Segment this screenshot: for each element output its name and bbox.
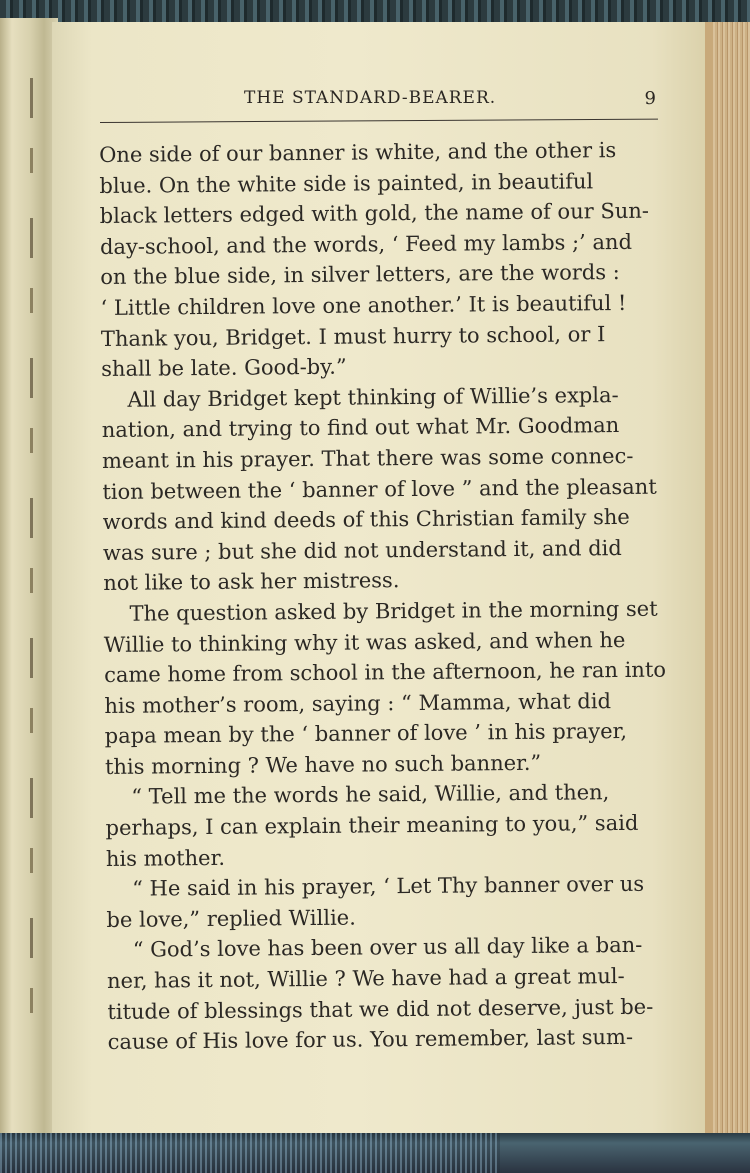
text-line: was sure ; but she did not understand it, and did	[102, 535, 622, 565]
paragraph	[99, 135, 671, 385]
text-line: black letters edged with gold, the name of our Sun-	[99, 198, 650, 229]
page-header	[98, 88, 666, 116]
text-line: ner, has it not, Willie ? We have had a great mul-	[106, 964, 625, 993]
page-stack-edge	[705, 22, 750, 1134]
paragraph	[103, 593, 675, 782]
running-head: THE STANDARD-BEARER.	[244, 88, 497, 108]
text-line: came home from school in the afternoon, he ran into	[104, 657, 667, 688]
bottom-edge	[0, 1133, 750, 1173]
text-line: meant in his prayer. That there was some connec-	[101, 443, 634, 473]
text-line: Willie to thinking why it was asked, and when he	[103, 627, 626, 657]
text-line: his mother’s room, saying : “ Mamma, what did	[104, 688, 612, 718]
text-line: “ God’s love has been over us all day like a ban-	[132, 933, 643, 963]
text-line: be love,” replied Willie.	[106, 905, 356, 932]
text-line: nation, and trying to find out what Mr. Goodman	[101, 413, 620, 443]
text-line: tion between the ‘ banner of love ” and the pleasant	[102, 474, 657, 504]
text-line: Thank you, Bridget. I must hurry to school, or I	[100, 321, 606, 351]
page-number: 9	[644, 88, 656, 109]
text-line: All day Bridget kept thinking of Willie’s expla-	[127, 382, 619, 412]
paragraph	[101, 379, 673, 599]
text-line: shall be late. Good-by.”	[101, 354, 347, 382]
paragraph	[107, 930, 678, 1058]
text-line: day-school, and the words, ‘ Feed my lambs ;’ and	[99, 229, 633, 259]
text-line: One side of our banner is white, and the other is	[99, 138, 617, 167]
text-line: “ Tell me the words he said, Willie, and then,	[131, 780, 610, 810]
text-line: ‘ Little children love one another.’ It is beautiful !	[100, 290, 627, 320]
text-line: titude of blessings that we did not deserve, just be-	[107, 994, 654, 1024]
paragraph	[105, 777, 676, 874]
text-line: The question asked by Bridget in the morning set	[129, 596, 658, 626]
text-line: “ He said in his prayer, ‘ Let Thy banner over us	[132, 872, 645, 901]
text-line: perhaps, I can explain their meaning to you,” said	[105, 810, 639, 841]
text-line: on the blue side, in silver letters, are the words :	[100, 260, 620, 290]
text-line: cause of His love for us. You remember, last sum-	[107, 1025, 634, 1055]
text-line: papa mean by the ‘ banner of love ’ in his prayer,	[104, 719, 628, 749]
top-edge	[0, 0, 750, 22]
text-line: not like to ask her mistress.	[103, 568, 400, 596]
text-line: words and kind deeds of this Christian family she	[102, 505, 630, 535]
text-line: his mother.	[105, 845, 226, 871]
text-line: this morning ? We have no such banner.”	[104, 750, 542, 779]
body-text	[99, 135, 678, 1058]
text-line: blue. On the white side is painted, in beautiful	[99, 168, 594, 198]
paragraph	[106, 869, 677, 936]
book-binding	[0, 18, 58, 1138]
